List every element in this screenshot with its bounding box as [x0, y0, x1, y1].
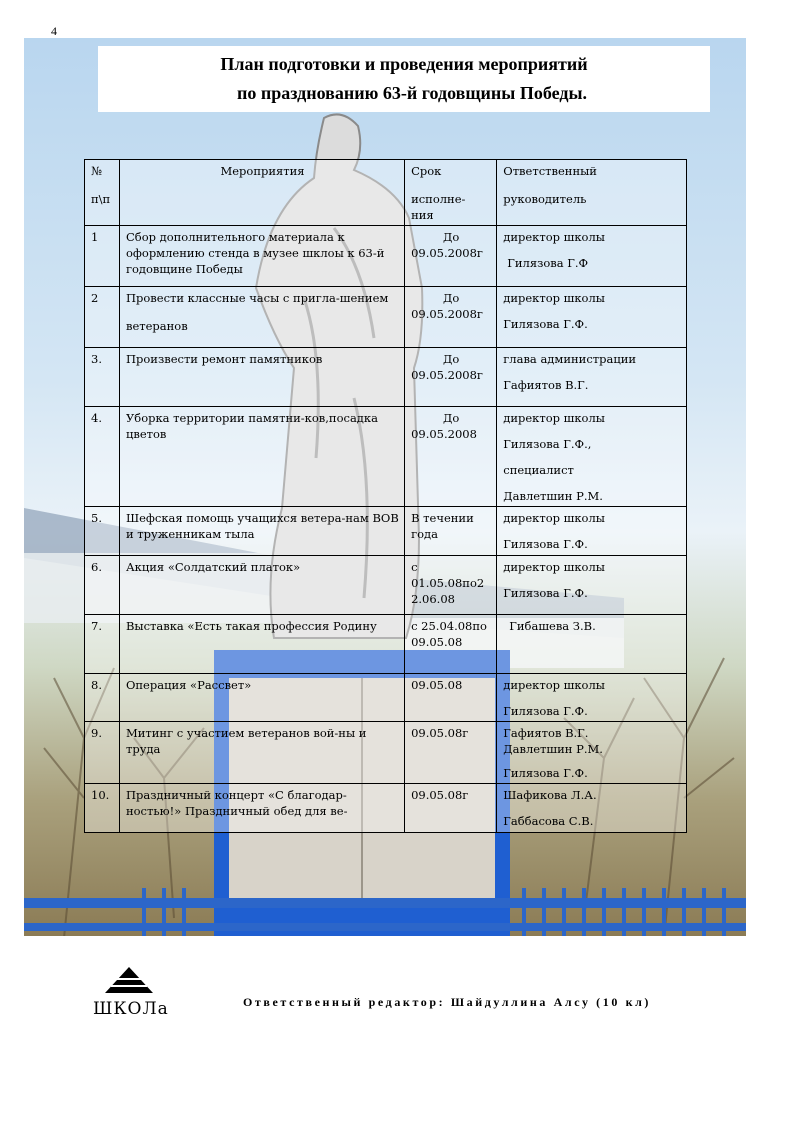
header-responsible-line-2: руководитель — [503, 192, 587, 206]
row-responsible-line: Шафикова Л.А. — [503, 788, 597, 802]
row-deadline-line-2: 09.05.08 — [411, 635, 463, 649]
row-responsible-line: директор школы — [503, 230, 605, 244]
row-event: Операция «Рассвет» — [119, 674, 404, 722]
row-event: Митинг с участием ветеранов вой-ны и труда — [119, 722, 404, 784]
row-responsible-line: Гилязова Г.Ф. — [503, 586, 588, 600]
row-responsible-line: Гилязова Г.Ф. — [503, 317, 588, 331]
row-responsible — [497, 287, 687, 348]
row-event: Праздничный концерт «С благодар-ностью!» Праздничный обед для ве- — [119, 784, 404, 833]
row-responsible-line: Гилязова Г.Ф — [507, 256, 589, 270]
school-logo — [91, 965, 171, 1021]
row-deadline — [405, 407, 497, 507]
table-row — [85, 287, 687, 348]
row-deadline-line-1: с — [411, 560, 418, 574]
header-event — [119, 160, 404, 226]
row-responsible-line: Гафиятов В.Г. — [503, 378, 589, 392]
row-deadline — [405, 507, 497, 556]
row-responsible-line: глава администрации — [503, 352, 637, 366]
row-number: 7. — [85, 615, 120, 674]
events-plan-table — [84, 159, 687, 833]
row-deadline: 09.05.08г — [405, 784, 497, 833]
table-row — [85, 784, 687, 833]
row-deadline-line-2: 09.05.2008г — [411, 368, 483, 382]
table-row — [85, 348, 687, 407]
table-row — [85, 556, 687, 615]
header-deadline-line-2: исполне- — [411, 192, 466, 206]
header-responsible-line-1: Ответственный — [503, 164, 597, 178]
row-deadline — [405, 556, 497, 615]
row-event: Акция «Солдатский платок» — [119, 556, 404, 615]
row-event-text: Провести классные часы с пригла-шением — [125, 291, 389, 305]
row-number: 4. — [85, 407, 120, 507]
row-responsible-line: директор школы — [503, 411, 605, 425]
school-logo-icon — [91, 965, 171, 999]
row-number: 1 — [85, 226, 120, 287]
row-responsible-line: директор школы — [503, 678, 605, 692]
row-number: 3. — [85, 348, 120, 407]
table-row — [85, 226, 687, 287]
editor-credit: Ответственный редактор: Шайдуллина Алсу (10 кл) — [243, 995, 652, 1009]
row-responsible — [497, 507, 687, 556]
row-deadline-line-2: 01.05.08по2 — [411, 576, 485, 590]
row-deadline — [405, 348, 497, 407]
row-responsible — [497, 784, 687, 833]
row-number: 2 — [85, 287, 120, 348]
row-deadline-line-2: 09.05.2008г — [411, 246, 483, 260]
table-row — [85, 407, 687, 507]
row-deadline: 09.05.08г — [405, 722, 497, 784]
title-line-2: по празднованию 63-й годовщины Победы. — [236, 83, 588, 103]
row-responsible — [497, 674, 687, 722]
school-logo-text: ШКОЛа — [93, 999, 169, 1019]
header-deadline-line-3: ния — [411, 208, 434, 222]
row-responsible-line: Гилязова Г.Ф. — [503, 766, 588, 780]
header-deadline — [405, 160, 497, 226]
table-row — [85, 507, 687, 556]
table-row — [85, 674, 687, 722]
row-responsible — [497, 556, 687, 615]
row-responsible — [497, 407, 687, 507]
row-responsible-line: директор школы — [503, 511, 605, 525]
row-deadline-line-2: 09.05.2008г — [411, 307, 483, 321]
row-deadline-line-1: До — [443, 352, 460, 366]
row-responsible-line: директор школы — [503, 291, 605, 305]
header-number-line-2: п\п — [91, 192, 111, 206]
row-number: 8. — [85, 674, 120, 722]
row-deadline — [405, 287, 497, 348]
table-row — [85, 615, 687, 674]
row-deadline-line-1: До — [443, 411, 460, 425]
page-number: 4 — [51, 24, 57, 38]
row-deadline-line-1: До — [443, 291, 460, 305]
row-event: Уборка территории памятни-ков,посадка цветов — [119, 407, 404, 507]
row-responsible-line: Гилязова Г.Ф. — [503, 537, 588, 551]
title-block — [98, 46, 710, 112]
row-responsible — [497, 348, 687, 407]
header-event-label: Мероприятия — [220, 164, 305, 178]
row-event-extra: ветеранов — [125, 319, 188, 333]
row-responsible-line: Гибашева З.В. — [509, 619, 596, 633]
row-responsible — [497, 722, 687, 784]
row-responsible-line: Габбасова С.В. — [503, 814, 594, 828]
row-deadline — [405, 226, 497, 287]
row-responsible-line: специалист — [503, 463, 574, 477]
row-event: Шефская помощь учащихся ветера-нам ВОВ и труженникам тыла — [119, 507, 404, 556]
row-responsible-line: Гилязова Г.Ф., — [503, 437, 592, 451]
row-deadline: 09.05.08 — [405, 674, 497, 722]
table-row — [85, 722, 687, 784]
row-number: 5. — [85, 507, 120, 556]
row-number: 10. — [85, 784, 120, 833]
row-event: Сбор дополнительного материала к оформлению стенда в музее шклоы к 63-й годовщине Победы — [119, 226, 404, 287]
header-deadline-line-1: Срок — [411, 164, 442, 178]
row-event — [119, 287, 404, 348]
row-responsible-line: директор школы — [503, 560, 605, 574]
header-number — [85, 160, 120, 226]
row-number: 6. — [85, 556, 120, 615]
row-responsible — [497, 615, 687, 674]
row-deadline-line-1: В течении — [411, 511, 474, 525]
row-number: 9. — [85, 722, 120, 784]
row-deadline-line-1: с 25.04.08по — [411, 619, 487, 633]
row-deadline-line-3: 2.06.08 — [411, 592, 455, 606]
row-event: Произвести ремонт памятников — [119, 348, 404, 407]
row-event: Выставка «Есть такая профессия Родину — [119, 615, 404, 674]
row-deadline — [405, 615, 497, 674]
row-responsible-line: Гилязова Г.Ф. — [503, 704, 588, 718]
header-responsible — [497, 160, 687, 226]
row-responsible-line: Давлетшин Р.М. — [503, 742, 603, 756]
header-number-line-1: № — [91, 164, 102, 178]
row-deadline-line-2: года — [411, 527, 438, 541]
table-header-row — [85, 160, 687, 226]
row-responsible-line: Давлетшин Р.М. — [503, 489, 603, 503]
row-responsible-line: Гафиятов В.Г. — [503, 726, 589, 740]
title-line-1: План подготовки и проведения мероприятий — [220, 54, 588, 74]
row-responsible — [497, 226, 687, 287]
row-deadline-line-2: 09.05.2008 — [411, 427, 477, 441]
row-deadline-line-1: До — [443, 230, 460, 244]
